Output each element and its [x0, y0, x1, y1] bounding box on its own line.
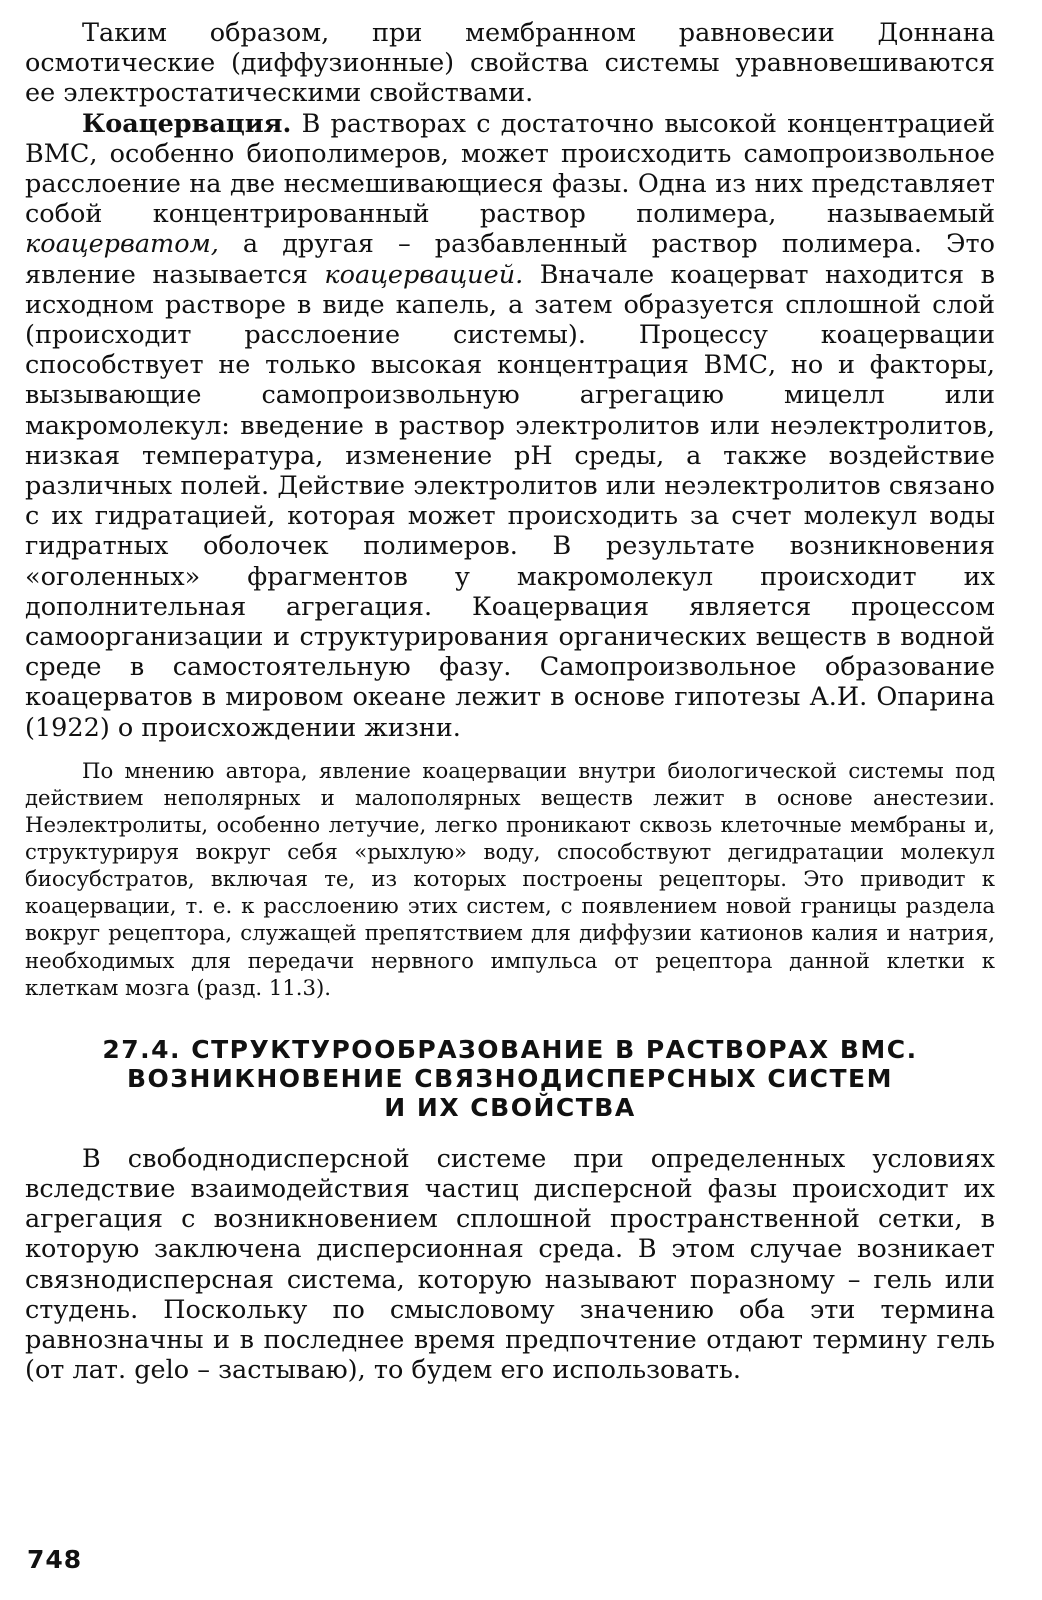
coacervation-text-3: Вначале коацерват находится в исходном растворе в виде капель, а затем образуется сплошной слой (происходит расслоение системы). Процессу коацервации способствует не только высокая концентрация ВМС, но и факторы, вызывающие самопроизвольную агрегацию мицелл или макромолекул: введение в раствор электролитов или неэлектролитов, низкая температура, изменение pH среды, а также воздействие различных полей. Действие электролитов или неэлектролитов связано с их гидратацией, которая может происходить за счет молекул воды гидратных оболочек полимеров. В результате возникновения «оголенных» фрагментов у макромолекул происходит их дополнительная агрегация. Коацервация является процессом самоорганизации и структурирования органических веществ в водной среде в самостоятельную фазу. Самопроизвольное образование коацерватов в мировом океане лежит в основе гипотезы А.И. Опарина (1922) о происхождении жизни. [25, 259, 995, 743]
section-heading [25, 1035, 995, 1122]
page-body [25, 18, 995, 1385]
author-note: По мнению автора, явление коацервации внутри биологической системы под действием неполярных и малополярных веществ лежит в основе анестезии. Неэлектролиты, особенно летучие, легко проникают сквозь клеточные мембраны и, структурируя вокруг себя «рыхлую» воду, способствуют дегидратации молекул биосубстратов, включая те, из которых построены рецепторы. Это приводит к коацервации, т. е. к расслоению этих систем, с появлением новой границы раздела вокруг рецептора, служащей препятствием для диффузии катионов калия и натрия, необходимых для передачи нервного импульса от рецептора данной клетки к клеткам мозга (разд. 11.3). [25, 757, 995, 1000]
coacervation-text-2: а другая – разбавленный раствор полимера. Это явление называется [25, 229, 995, 290]
heading-line-2: ВОЗНИКНОВЕНИЕ СВЯЗНОДИСПЕРСНЫХ СИСТЕМ [126, 1063, 893, 1093]
page-number: 748 [27, 1545, 83, 1574]
paragraph-donnan-conclusion: Таким образом, при мембранном равновесии Доннана осмотические (диффузионные) свойства системы уравновешиваются ее электростатическими свойствами. [25, 18, 995, 109]
spacer [25, 1122, 995, 1144]
spacer [25, 743, 995, 757]
paragraph-gel-intro: В свободнодисперсной системе при определенных условиях вследствие взаимодействия частиц дисперсной фазы происходит их агрегация с возникновением сплошной пространственной сетки, в которую заключена дисперсионная среда. В этом случае возникает связнодисперсная система, которую называют поразному – гель или студень. Поскольку по смысловому значению оба эти термина равнозначны и в последнее время предпочтение отдают термину гель (от лат. gelo – застываю), то будем его использовать. [25, 1143, 995, 1386]
term-coacervate: коацерватом, [25, 229, 219, 260]
heading-line-3: И ИХ СВОЙСТВА [384, 1092, 636, 1122]
heading-line-1: 27.4. СТРУКТУРООБРАЗОВАНИЕ В РАСТВОРАХ ВМС. [102, 1034, 918, 1064]
term-coacervation-italic: коацервацией. [324, 259, 524, 290]
coacervation-text-1: В растворах с достаточно высокой концентрацией ВМС, особенно биополимеров, может происходить самопроизвольное расслоение на две несмешивающиеся фазы. Одна из них представляет собой концентрированный раствор полимера, называемый [25, 108, 995, 230]
term-coacervation: Коацервация. [82, 108, 292, 139]
paragraph-coacervation [25, 109, 995, 743]
spacer [25, 1001, 995, 1035]
